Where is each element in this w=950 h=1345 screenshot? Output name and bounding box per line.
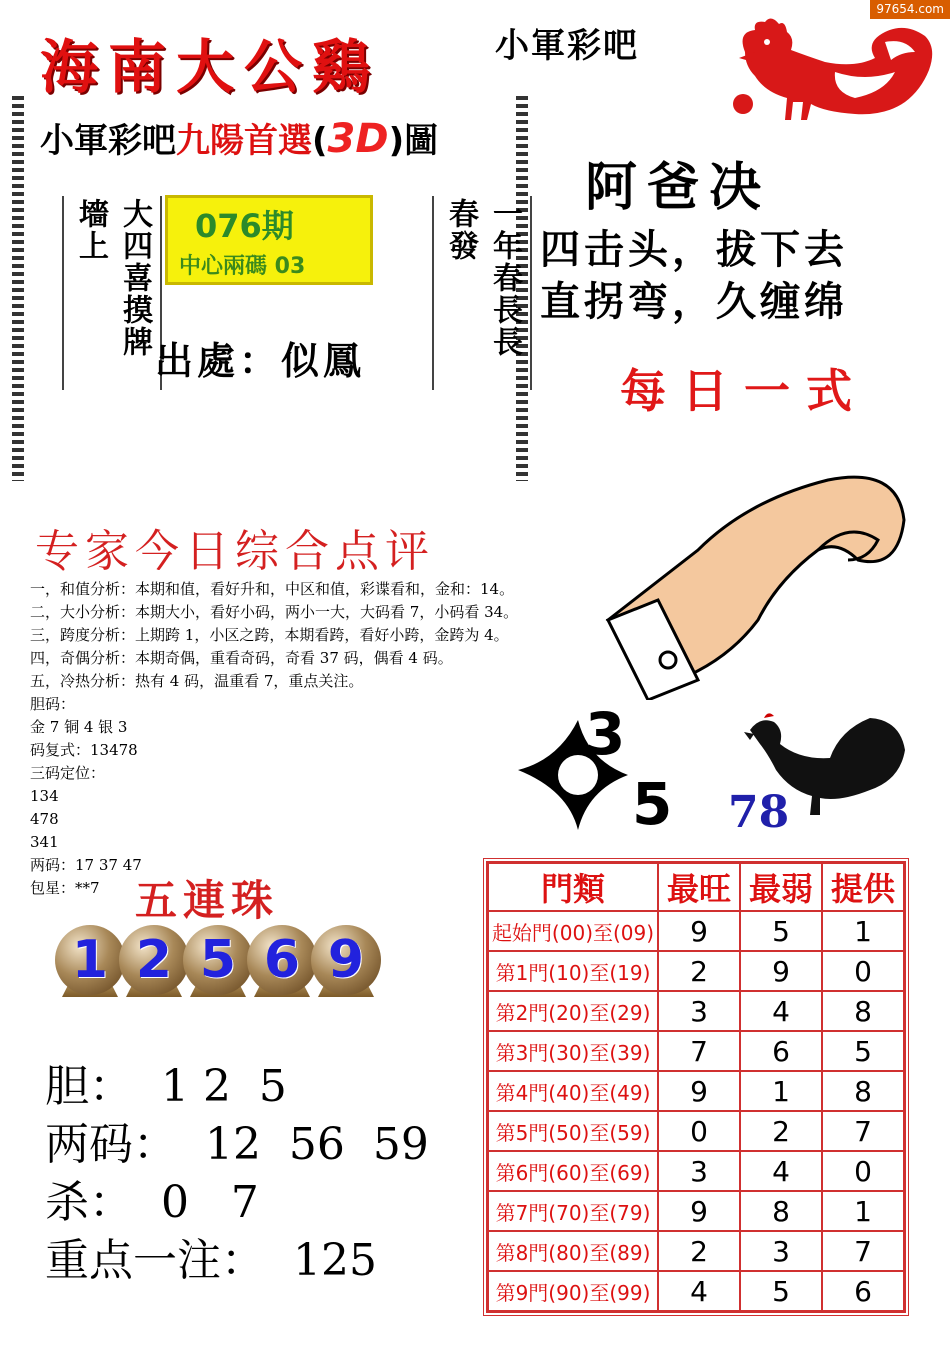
table-row <box>488 911 904 951</box>
gate-provide: 1 <box>822 1191 904 1231</box>
issue-center-code: 中心兩碼 03 <box>179 254 306 279</box>
table-row <box>488 991 904 1031</box>
header-provide: 提供 <box>822 863 904 911</box>
subtitle-brand: 小軍彩吧 <box>40 121 176 161</box>
gate-name: 第6門(60)至(69) <box>488 1151 658 1191</box>
gate-name: 第3門(30)至(39) <box>488 1031 658 1071</box>
analysis-line: 一，和值分析：本期和值，看好升和，中区和值，彩谍看和，金和：14。 <box>30 580 515 598</box>
table-row <box>488 1191 904 1231</box>
table-row <box>488 951 904 991</box>
analysis-line: 胆码： <box>30 695 76 713</box>
ball-4: 6 <box>247 925 317 995</box>
table-row <box>488 1271 904 1311</box>
left-vertical-text: 大四喜摸牌墻上 <box>73 198 152 358</box>
table-row <box>488 1151 904 1191</box>
ball-1: 1 <box>55 925 125 995</box>
gate-weakest: 5 <box>740 1271 822 1311</box>
analysis-line: 三码定位： <box>30 764 106 782</box>
sha-line: 杀： 0 7 <box>45 1177 259 1228</box>
subtitle-paren-open: ( <box>312 121 328 161</box>
ball-5: 9 <box>311 925 381 995</box>
poem-line-1: 四击头，拔下去 <box>540 226 848 273</box>
gate-hottest: 0 <box>658 1111 740 1151</box>
gate-provide: 7 <box>822 1111 904 1151</box>
gate-provide: 1 <box>822 911 904 951</box>
gate-hottest: 7 <box>658 1031 740 1071</box>
puzzle-digit-78: 78 <box>728 787 790 838</box>
rooster-papercut-icon <box>715 12 940 124</box>
analysis-line: 三，跨度分析：上期跨 1，小区之跨，本期看跨，看好小跨，金跨为 4。 <box>30 626 509 644</box>
gate-name: 第1門(10)至(19) <box>488 951 658 991</box>
gate-provide: 6 <box>822 1271 904 1311</box>
subtitle-3d: 3D <box>327 116 389 162</box>
issue-number: 076期 <box>195 207 294 245</box>
ball-2: 2 <box>119 925 189 995</box>
gate-hottest: 3 <box>658 1151 740 1191</box>
analysis-line: 341 <box>30 833 59 851</box>
gate-table <box>487 862 905 1312</box>
gate-provide: 7 <box>822 1231 904 1271</box>
brand-label: 小軍彩吧 <box>495 26 639 66</box>
daily-title: 每日一式 <box>620 364 868 418</box>
dan-line: 胆： 1 2 5 <box>45 1061 287 1112</box>
subtitle <box>40 113 438 162</box>
bottom-summary <box>45 1058 429 1290</box>
gate-weakest: 8 <box>740 1191 822 1231</box>
gate-name: 第5門(50)至(59) <box>488 1111 658 1151</box>
gate-weakest: 2 <box>740 1111 822 1151</box>
right-vertical-text: 一年春長長春發 <box>443 198 522 358</box>
poem-title: 阿爸决 <box>585 157 772 218</box>
gate-name: 第8門(80)至(89) <box>488 1231 658 1271</box>
analysis-line: 134 <box>30 787 59 805</box>
gate-weakest: 4 <box>740 991 822 1031</box>
puzzle-digit-3: 3 <box>585 700 626 768</box>
ball-row <box>55 925 395 1005</box>
rooster-silhouette-icon <box>740 710 910 825</box>
source-label: 出處：似鳳 <box>155 338 366 383</box>
five-balls-title: 五連珠 <box>135 876 280 925</box>
gate-provide: 0 <box>822 951 904 991</box>
analysis-line: 478 <box>30 810 59 828</box>
gate-weakest: 9 <box>740 951 822 991</box>
gate-name: 第2門(20)至(29) <box>488 991 658 1031</box>
gate-provide: 8 <box>822 991 904 1031</box>
gate-name: 起始門(00)至(09) <box>488 911 658 951</box>
analysis-line: 五，冷热分析：热有 4 码，温重看 7，重点关注。 <box>30 672 364 690</box>
gate-weakest: 5 <box>740 911 822 951</box>
gate-hottest: 2 <box>658 1231 740 1271</box>
hand-illustration-icon <box>598 460 913 700</box>
gate-hottest: 3 <box>658 991 740 1031</box>
gate-provide: 0 <box>822 1151 904 1191</box>
site-corner-tag: 97654.com <box>870 0 950 19</box>
right-vertical-couplet <box>432 196 532 390</box>
gate-name: 第7門(70)至(79) <box>488 1191 658 1231</box>
gate-weakest: 4 <box>740 1151 822 1191</box>
subtitle-jiuyang: 九陽首選 <box>176 121 312 161</box>
table-row <box>488 1071 904 1111</box>
table-header-row <box>488 863 904 911</box>
zhongdian-line: 重点一注： 125 <box>45 1235 377 1286</box>
gate-hottest: 9 <box>658 1191 740 1231</box>
analysis-line: 二，大小分析：本期大小，看好小码，两小一大，大码看 7，小码看 34。 <box>30 603 519 621</box>
gate-provide: 5 <box>822 1031 904 1071</box>
analysis-line: 金 7 铜 4 银 3 <box>30 718 128 736</box>
liangma-line: 两码： 12 56 59 <box>45 1119 429 1170</box>
ball-3: 5 <box>183 925 253 995</box>
poem-line-2: 直拐弯，久缠绵 <box>540 278 848 325</box>
gate-weakest: 1 <box>740 1071 822 1111</box>
table-row <box>488 1031 904 1071</box>
left-vertical-couplet <box>62 196 162 390</box>
analysis-line: 包星：**7 <box>30 879 100 897</box>
issue-box <box>165 195 373 285</box>
analysis-line: 码复式：13478 <box>30 741 138 759</box>
header-category: 門類 <box>488 863 658 911</box>
header-hottest: 最旺 <box>658 863 740 911</box>
gate-weakest: 3 <box>740 1231 822 1271</box>
gate-hottest: 9 <box>658 911 740 951</box>
frame-border-left <box>12 96 24 481</box>
expert-review-title: 专家今日综合点评 <box>35 526 435 577</box>
subtitle-suffix: )圖 <box>388 121 439 161</box>
gate-name: 第9門(90)至(99) <box>488 1271 658 1311</box>
gate-hottest: 9 <box>658 1071 740 1111</box>
puzzle-digit-5: 5 <box>632 770 673 838</box>
gate-hottest: 2 <box>658 951 740 991</box>
gate-name: 第4門(40)至(49) <box>488 1071 658 1111</box>
analysis-line: 四，奇偶分析：本期奇偶，重看奇码，奇看 37 码，偶看 4 码。 <box>30 649 453 667</box>
analysis-list <box>30 578 518 900</box>
table-row <box>488 1231 904 1271</box>
analysis-line: 两码：17 37 47 <box>30 856 142 874</box>
header-weakest: 最弱 <box>740 863 822 911</box>
page-title: 海南大公鷄 <box>40 33 381 101</box>
gate-hottest: 4 <box>658 1271 740 1311</box>
gate-provide: 8 <box>822 1071 904 1111</box>
table-row <box>488 1111 904 1151</box>
gate-weakest: 6 <box>740 1031 822 1071</box>
